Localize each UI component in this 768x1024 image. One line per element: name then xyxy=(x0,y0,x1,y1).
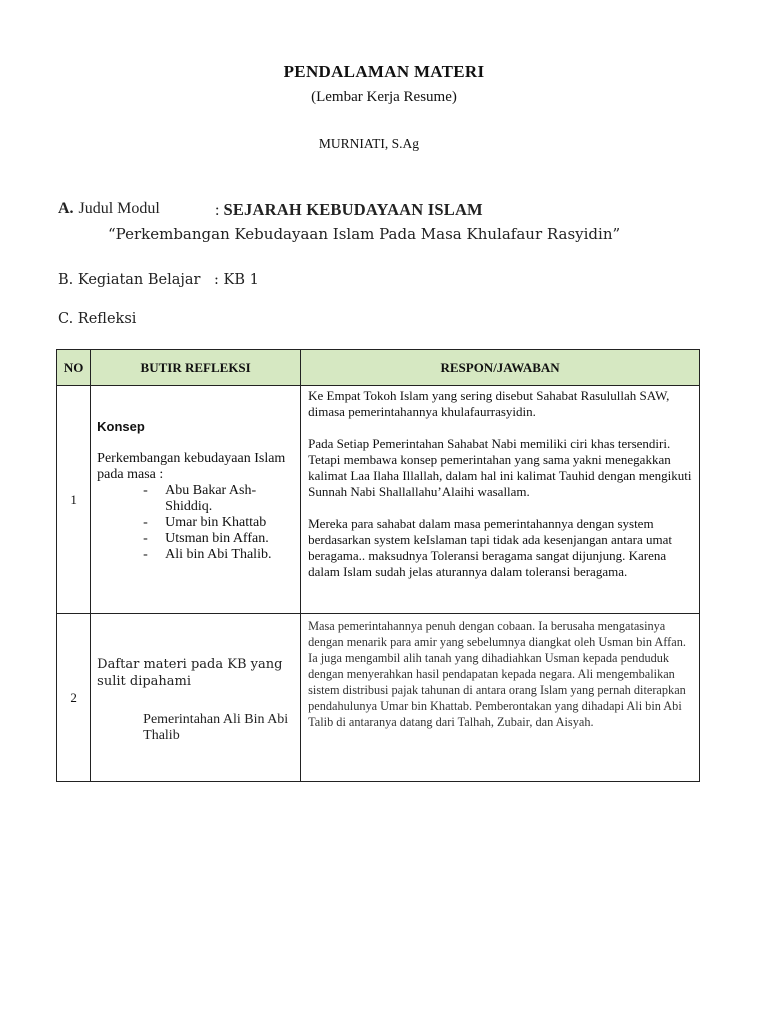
list-item: - Umar bin Khattab xyxy=(141,515,294,531)
konsep-text: Perkembangan kebudayaan Islam pada masa : xyxy=(97,451,286,482)
section-a-colon: : xyxy=(215,202,224,219)
reflection-table xyxy=(56,349,700,782)
header-butir-refleksi: BUTIR REFLEKSI xyxy=(91,350,301,386)
respon-paragraph: Mereka para sahabat dalam masa pemerintahannya dengan system berdasarkan system keIslaman tapi tidak ada kesenjangan antara umat beragama.. maksudnya Toleransi beragama sangat dijunjung. Karena dalam Islam sudah jelas aturannya dalam toleransi beragama. xyxy=(308,516,672,579)
table-header-row xyxy=(57,350,700,386)
header-no: NO xyxy=(57,350,91,386)
section-b xyxy=(58,272,259,288)
butir-cell xyxy=(91,386,301,614)
section-c-label: C. Refleksi xyxy=(58,311,137,327)
respon-cell xyxy=(301,614,700,782)
section-c xyxy=(58,311,136,327)
list-item: - Abu Bakar Ash-Shiddiq. xyxy=(141,483,294,515)
document-subtitle: (Lembar Kerja Resume) xyxy=(311,89,457,105)
respon-cell xyxy=(301,386,700,614)
respon-paragraph: Masa pemerintahannya penuh dengan cobaan. Ia berusaha mengatasinya dengan menarik para amir yang sebelumnya diangkat oleh Usman bin Affan. Ia juga mengambil alih tanah yang dihadiahkan Usman kepada penduduk dengan menyerahkan hasil pendapatan kepada negara. Ali mengembalikan sistem distribusi pajak tahunan di antara orang Islam yang pernah diterapkan pendahulunya Umar bin Khattab. Pemberontakan yang dihadapi Ali bin Abi Talib di antaranya datang dari Talhah, Zubair, dan Aisyah. xyxy=(308,619,686,729)
row-number: 1 xyxy=(57,386,91,614)
row-number: 2 xyxy=(57,614,91,782)
respon-paragraph: Pada Setiap Pemerintahan Sahabat Nabi memiliki ciri khas tersendiri. Tetapi membawa konsep pemerintahan yang sama yakni menegakkan kalimat Laa Ilaha Illallah, dalam hal ini kalimat Tauhid dengan mengikuti Sunnah Nabi Shallallahu’Alaihi wasallam. xyxy=(308,436,692,499)
section-a-letter: A. xyxy=(58,200,74,217)
materi-item: Pemerintahan Ali Bin Abi Thalib xyxy=(143,712,289,743)
section-b-label: B. Kegiatan Belajar xyxy=(58,272,201,288)
respon-paragraph: Ke Empat Tokoh Islam yang sering disebut Sahabat Rasulullah SAW, dimasa pemerintahannya khulafaurrasyidin. xyxy=(308,388,670,419)
header-respon-jawaban: RESPON/JAWABAN xyxy=(301,350,700,386)
list-item: - Ali bin Abi Thalib. xyxy=(141,547,294,563)
author-name: MURNIATI, S.Ag xyxy=(318,136,420,151)
daftar-materi-text: Daftar materi pada KB yang sulit dipahami xyxy=(97,657,283,689)
table-row xyxy=(57,386,700,614)
khalifah-list xyxy=(97,483,294,563)
section-b-value: : KB 1 xyxy=(214,272,259,288)
section-a-value-wrap xyxy=(215,200,483,220)
list-item: - Utsman bin Affan. xyxy=(141,531,294,547)
butir-cell xyxy=(91,614,301,782)
table-row xyxy=(57,614,700,782)
section-a xyxy=(58,199,483,219)
konsep-heading: Konsep xyxy=(97,419,145,434)
document-title: PENDALAMAN MATERI xyxy=(283,62,485,81)
module-title: SEJARAH KEBUDAYAAN ISLAM xyxy=(223,200,483,219)
module-subtitle: “Perkembangan Kebudayaan Islam Pada Masa Khulafaur Rasyidin” xyxy=(108,225,621,243)
section-a-label: Judul Modul xyxy=(78,200,160,217)
